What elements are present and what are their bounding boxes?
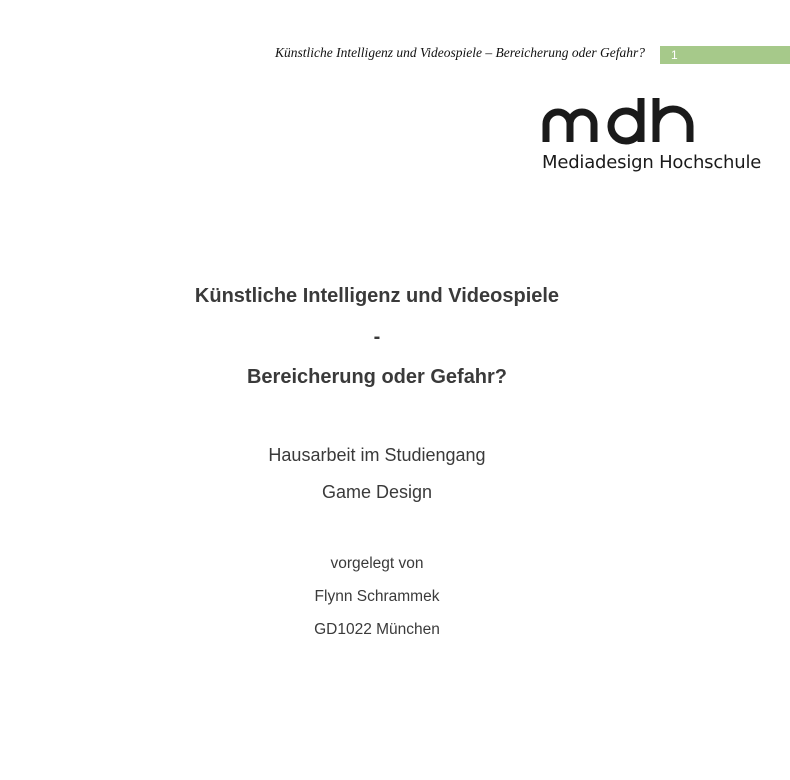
page-number: 1 — [660, 46, 790, 64]
logo-subtitle: Mediadesign Hochschule — [542, 152, 762, 173]
running-header-title: Künstliche Intelligenz und Videospiele – Bereicherung oder Gefahr? — [274, 45, 645, 60]
mdh-logo — [540, 94, 700, 146]
title-line-1: Künstliche Intelligenz und Videospiele — [194, 285, 560, 307]
title-separator: - — [373, 326, 381, 348]
presented-by-label: vorgelegt von — [330, 555, 424, 572]
subtitle-line-2: Game Design — [321, 482, 433, 502]
mdh-wordmark-icon — [540, 94, 700, 146]
subtitle-line-1: Hausarbeit im Studiengang — [268, 445, 486, 465]
title-line-2: Bereicherung oder Gefahr? — [246, 366, 508, 388]
author-course: GD1022 München — [314, 621, 440, 638]
author-name: Flynn Schrammek — [314, 588, 440, 605]
